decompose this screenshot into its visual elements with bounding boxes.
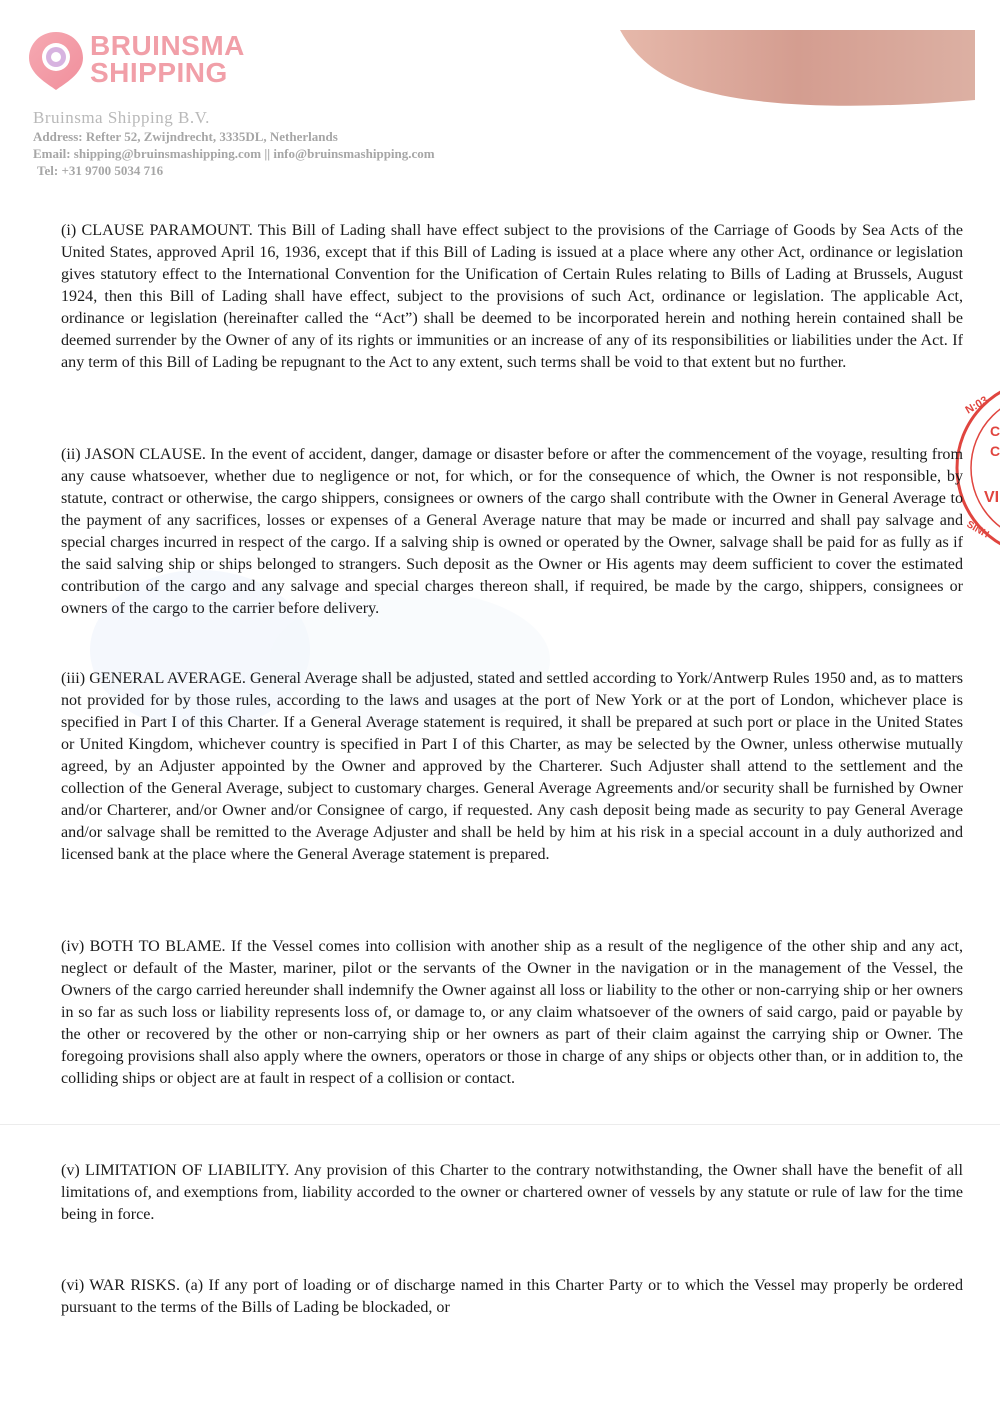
company-logo <box>26 30 256 100</box>
company-phone: Tel: +31 9700 5034 716 <box>37 163 164 178</box>
svg-text:VI: VI <box>984 489 1000 506</box>
company-email: Email: shipping@bruinsmashipping.com || info@bruinsmashipping.com <box>33 146 435 161</box>
company-name: Bruinsma Shipping B.V. <box>33 108 210 127</box>
svg-text:SINH: SINH <box>964 519 991 541</box>
clause-limitation-of-liability: (v) LIMITATION OF LIABILITY. Any provision of this Charter to the contrary notwithstanding, the Owner shall have the benefit of all limitations of, and exemptions from, liability accorded to the owner or chartered owner of vessels by any statute or rule of law for the time being in force. <box>61 1162 963 1223</box>
clause-jason: (ii) JASON CLAUSE. In the event of accident, danger, damage or disaster before or after the commencement of the voyage, resulting from any cause whatsoever, whether due to negligence or not, for which, or for the consequence of which, the Owner is not responsible, by statute, contract or otherwise, the cargo shippers, consignees or owners of the cargo shall contribute with the Owner in General Average to the payment of any sacrifices, losses or expenses of a General Average nature that may be made or incurred and shall pay salvage and special charges incurred in respect of the cargo. If a salving ship is owned or operated by the Owner, salvage shall be paid for as fully as if the said salving ship or ships belonged to strangers. Such deposit as the Owner or His agents may deem sufficient to cover the estimated contribution of the cargo and any salvage and special charges thereon shall, if required, be made by the cargo, shippers, consignees or owners of the cargo to the carrier before delivery. <box>61 446 963 617</box>
company-address: Address: Refter 52, Zwijndrecht, 3335DL, Netherlands <box>33 129 338 144</box>
svg-text:N:03: N:03 <box>963 394 991 417</box>
clause-both-to-blame: (iv) BOTH TO BLAME. If the Vessel comes into collision with another ship as a result of the negligence of the other ship and any act, neglect or default of the Master, mariner, pilot or the servants of the Owner in the navigation or in the management of the Vessel, the Owners of the cargo carried hereunder shall indemnify the Owner against all loss or liability to the other or non-carrying ship or her owners in so far as such loss or liability represents loss of, or damage to, or any claim whatsoever of the owners of said cargo, paid or payable by the other or recovered by the other or non-carrying ship or her owners as part of their claim against the carrying ship or Owner. The foregoing provisions shall also apply where the owners, operators or those in charge of any ships or objects other than, or in addition to, the colliding ships or object are at fault in respect of a collision or contact. <box>61 938 963 1087</box>
logo-line-1: BRUINSMA <box>90 30 245 61</box>
location-pin-icon <box>26 30 86 92</box>
clause-general-average: (iii) GENERAL AVERAGE. General Average shall be adjusted, stated and settled according to York/Antwerp Rules 1950 and, as to matters not provided for by those rules, according to the laws and usages at the port of New York or at the port of London, whichever place is specified in Part I of this Charter. If a General Average statement is required, it shall be prepared at such port or place in the United States or United Kingdom, whichever country is specified in Part I of this Charter, as may be selected by the Owner, unless otherwise mutually agreed, by an Adjuster appointed by the Owner and approved by the Charterer. Such Adjuster shall attend to the settlement and the collection of the General Average, subject to customary charges. General Average Agreements and/or security shall be furnished by Owner and/or Charterer, and/or Owner and/or Consignee of cargo, if requested. Any cash deposit being made as security to pay General Average and/or salvage shall be remitted to the Average Adjuster and shall be held by him at his risk in a special account in a duly authorized and licensed bank at the place where the General Average statement is prepared. <box>61 670 963 863</box>
header-banner-graphic <box>620 30 980 110</box>
svg-text:C: C <box>990 423 1000 439</box>
company-info <box>33 108 435 179</box>
svg-text:C: C <box>990 443 1000 459</box>
clause-war-risks: (vi) WAR RISKS. (a) If any port of loading or of discharge named in this Charter Party or to which the Vessel may properly be ordered pursuant to the terms of the Bills of Lading be blockaded, or <box>61 1277 963 1316</box>
clause-paramount: (i) CLAUSE PARAMOUNT. This Bill of Lading shall have effect subject to the provisions of the Carriage of Goods by Sea Acts of the United States, approved April 16, 1936, except that if this Bill of Lading is issued at a place where any other Act, ordinance or legislation gives statutory effect to the International Convention for the Unification of Certain Rules relating to Bills of Lading at Brussels, August 1924, then this Bill of Lading shall have effect, subject to the provisions of such Act, ordinance or legislation. The applicable Act, ordinance or legislation (hereinafter called the “Act”) shall be deemed to be incorporated herein and nothing herein contained shall be deemed surrender by the Owner of any of its rights or immunities or an increase of any of its responsibilities or liabilities under the Act. If any term of this Bill of Lading be repugnant to the Act to any extent, such terms shall be void to that extent but no further. <box>61 222 963 371</box>
logo-wordmark <box>90 32 245 86</box>
logo-line-2: SHIPPING <box>90 57 228 88</box>
page-fold-divider <box>0 1124 1000 1125</box>
